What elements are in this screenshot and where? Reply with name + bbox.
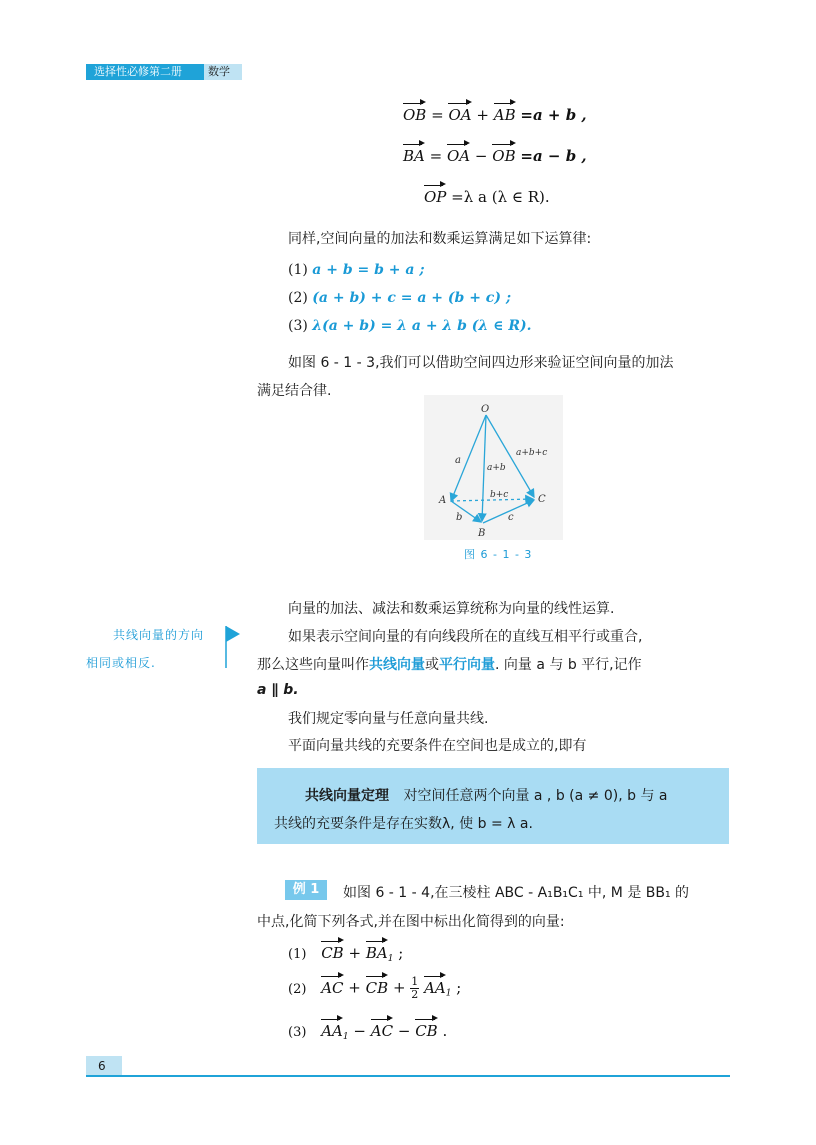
vector-ab: AB [493, 106, 516, 124]
footer-rule [86, 1075, 730, 1077]
page-number: 6 [98, 1059, 106, 1073]
label-vec-b: b [456, 512, 463, 523]
collinear-line3: a ∥ b. [257, 682, 299, 698]
figure-caption: 图 6 - 1 - 3 [464, 548, 533, 561]
equation-ob: OB = OA + AB =a + b , [403, 106, 587, 124]
header-book-title: 选择性必修第二册 [94, 65, 182, 78]
collinear-line2: 那么这些向量叫作共线向量或平行向量. 向量 a 与 b 平行,记作 [257, 657, 642, 673]
label-o: O [481, 404, 490, 415]
example-line2: 中点,化简下列各式,并在图中标出化简得到的向量: [257, 914, 565, 930]
side-note-marker-icon [216, 624, 242, 670]
label-vec-c: c [508, 512, 514, 523]
label-a-plus-b: a+b [487, 463, 506, 473]
label-a: A [439, 495, 447, 506]
example-line1: 如图 6 - 1 - 4,在三棱柱 ABC - A₁B₁C₁ 中, M 是 BB₁ 的 [343, 885, 690, 901]
example-item-2: (2) AC + CB + $\frac{1}{2}$ $AA_1$ ; [288, 975, 462, 1001]
theorem-line1: 共线向量定理 对空间任意两个向量 a , b (a ≠ 0), b 与 a [305, 788, 668, 804]
vector-ob-2: OB [492, 147, 516, 165]
label-b-plus-c: b+c [490, 490, 509, 500]
label-vec-a: a [455, 455, 461, 466]
laws-intro: 同样,空间向量的加法和数乘运算满足如下运算律: [288, 231, 592, 247]
label-b: B [478, 528, 486, 539]
linear-ops-text: 向量的加法、减法和数乘运算统称为向量的线性运算. [288, 601, 615, 617]
vector-op: OP [424, 188, 447, 206]
law-3: (3) λ(a + b) = λ a + λ b (λ ∈ R). [288, 318, 532, 334]
plane-condition-text: 平面向量共线的充要条件在空间也是成立的,即有 [288, 738, 587, 754]
zero-vector-text: 我们规定零向量与任意向量共线. [288, 711, 489, 727]
equation-ba: BA = OA − OB =a − b , [403, 147, 587, 165]
header-subject: 数学 [208, 65, 230, 78]
theorem-title: 共线向量定理 [305, 788, 389, 804]
label-c: C [538, 494, 546, 505]
edge-ob [482, 415, 486, 521]
vector-oa: OA [448, 106, 472, 124]
fig-intro-line2: 满足结合律. [257, 383, 332, 399]
example-item-3: (3) $AA_1$ − AC − CB . [288, 1022, 448, 1042]
term-parallel-vectors: 平行向量 [439, 657, 495, 673]
vector-ob: OB [403, 106, 427, 124]
tetrahedron-diagram [424, 395, 563, 540]
theorem-line2: 共线的充要条件是存在实数λ, 使 b = λ a. [274, 816, 533, 832]
side-note-line2: 相同或相反. [86, 656, 156, 670]
vector-oa-2: OA [447, 147, 471, 165]
figure-6-1-3 [424, 395, 563, 540]
label-a-plus-b-plus-c: a+b+c [516, 448, 548, 458]
term-collinear-vectors: 共线向量 [369, 657, 425, 673]
collinear-line1: 如果表示空间向量的有向线段所在的直线互相平行或重合, [288, 629, 643, 645]
vector-ba: BA [403, 147, 425, 165]
example-item-1: (1) CB + $BA_1$ ; [288, 944, 404, 964]
equation-op: OP =λ a (λ ∈ R). [424, 188, 550, 206]
law-2: (2) (a + b) + c = a + (b + c) ; [288, 290, 511, 306]
example-tag: 例 1 [285, 880, 327, 900]
fig-intro-line1: 如图 6 - 1 - 3,我们可以借助空间四边形来验证空间向量的加法 [288, 355, 674, 371]
fraction-one-half: $\frac{1}{2}$ [411, 975, 419, 1001]
side-note-line1: 共线向量的方向 [113, 628, 205, 642]
law-1: (1) a + b = b + a ; [288, 262, 425, 278]
